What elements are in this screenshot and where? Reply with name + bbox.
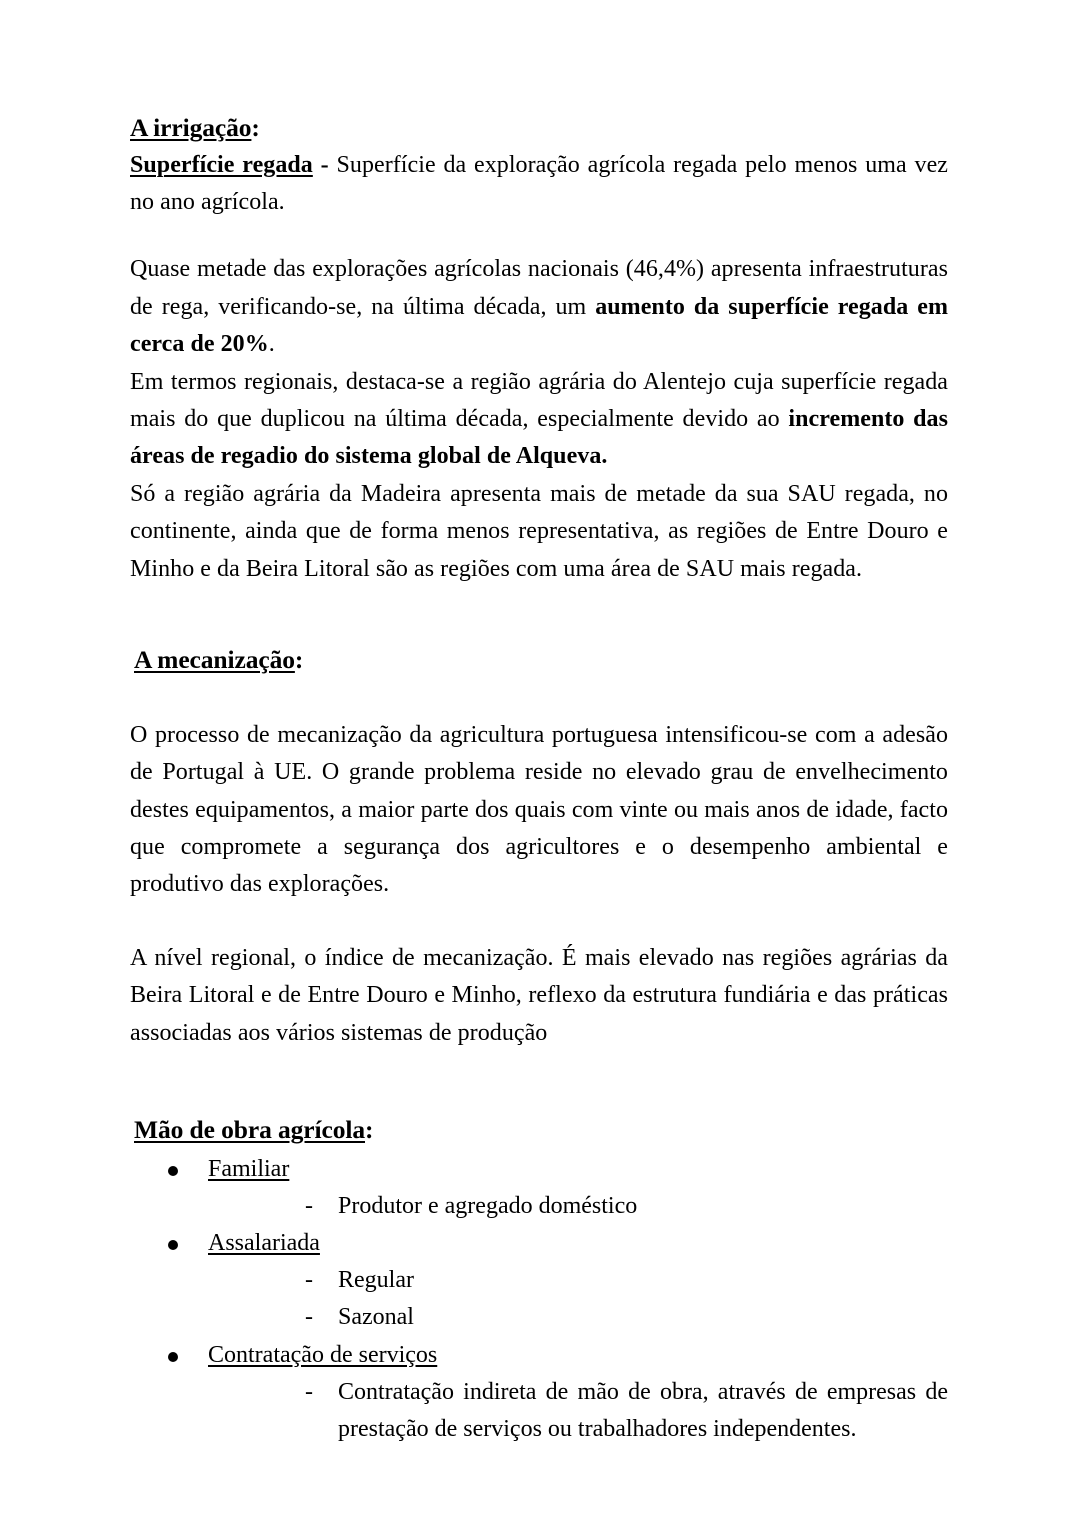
section-heading-irrigacao [130, 112, 948, 145]
dash-marker-icon: - [305, 1378, 313, 1405]
paragraph-text-part: Em termos regionais, destaca-se a região agrária do Alentejo cuja superfície regada mais do que duplicou na última década, especialmente devido ao [130, 368, 948, 433]
sub-list-item-text: Contratação indireta de mão de obra, através de empresas de prestação de serviços ou trabalhadores independentes. [338, 1378, 948, 1443]
sub-list [208, 1374, 948, 1449]
bullet-dot-icon [168, 1240, 178, 1250]
document-body [130, 112, 948, 1449]
paragraph-irrigacao-1 [130, 251, 948, 363]
sub-list [208, 1188, 948, 1225]
paragraph-text-part: Quase metade das explorações agrícolas nacionais (46,4%) apresenta infraestruturas de rega, verificando-se, na última década, um [130, 256, 948, 320]
definition-term: Superfície regada [130, 151, 313, 178]
sub-list-item-text: Regular [338, 1267, 414, 1293]
heading-underlined-text: Mão de obra agrícola [134, 1114, 365, 1144]
bullet-dot-icon [168, 1166, 178, 1176]
paragraph-irrigacao-3: Só a região agrária da Madeira apresenta mais de metade da sua SAU regada, no continente, ainda que de forma menos representativa, as regiões de Entre Douro e Minho e da Beira Litoral são as regiões com uma área de SAU mais regada. [130, 480, 948, 582]
sub-list-item [208, 1299, 948, 1336]
paragraph-mecanizacao-1: O processo de mecanização da agricultura portuguesa intensificou-se com a adesão de Portugal à UE. O grande problema reside no elevado grau de envelhecimento destes equipamentos, a maior parte dos quais com vinte ou mais anos de idade, facto que compromete a segurança dos agricultores e o desempenho ambiental e produtivo das explorações. [130, 721, 948, 898]
sub-list-item-text: Sazonal [338, 1304, 414, 1331]
spacer [130, 904, 948, 940]
paragraph-mecanizacao-2: A nível regional, o índice de mecanização. É mais elevado nas regiões agrárias da Beira Litoral e de Entre Douro e Minho, reflexo da estrutura fundiária e das práticas associadas aos vários sistemas de produção [130, 944, 948, 1046]
bullet-label: Contratação de serviços [208, 1341, 438, 1368]
spacer [130, 677, 948, 717]
bullet-label: Assalariada [208, 1230, 320, 1256]
spacer [130, 221, 948, 251]
paragraph-bold-emphasis: incremento das áreas de regadio do sistema global de Alqueva. [130, 406, 948, 470]
heading-colon: : [251, 113, 260, 142]
sub-list-item [208, 1262, 948, 1299]
sub-list-item-text: Produtor e agregado doméstico [338, 1192, 638, 1219]
section-heading-mao-de-obra [130, 1114, 948, 1147]
dash-marker-icon: - [305, 1267, 313, 1293]
paragraph-irrigacao-2 [130, 364, 948, 476]
definition-text: Superfície da exploração agrícola regada pelo menos uma vez no ano agrícola. [130, 151, 948, 216]
list-item [130, 1151, 948, 1225]
paragraph-bold-emphasis: aumento da superfície regada em cerca de 20% [130, 293, 948, 358]
bullet-label: Familiar [208, 1155, 290, 1182]
definition-separator: - [312, 151, 337, 178]
section-heading-mecanizacao [130, 644, 948, 677]
sub-list-item [208, 1374, 948, 1449]
definition-paragraph-superficie-regada [130, 147, 948, 222]
sub-list-item [208, 1188, 948, 1225]
paragraph-text-part: . [268, 331, 275, 358]
sub-list [208, 1262, 948, 1337]
dash-marker-icon: - [305, 1192, 313, 1219]
heading-colon: : [294, 645, 304, 675]
bullet-dot-icon [168, 1352, 178, 1362]
heading-underlined-text: A irrigação [130, 113, 252, 142]
list-item [130, 1225, 948, 1337]
list-item [130, 1337, 948, 1449]
heading-colon: : [365, 1114, 374, 1144]
heading-underlined-text: A mecanização [134, 645, 295, 675]
dash-marker-icon: - [305, 1304, 313, 1331]
mao-de-obra-bullet-list [130, 1151, 948, 1449]
